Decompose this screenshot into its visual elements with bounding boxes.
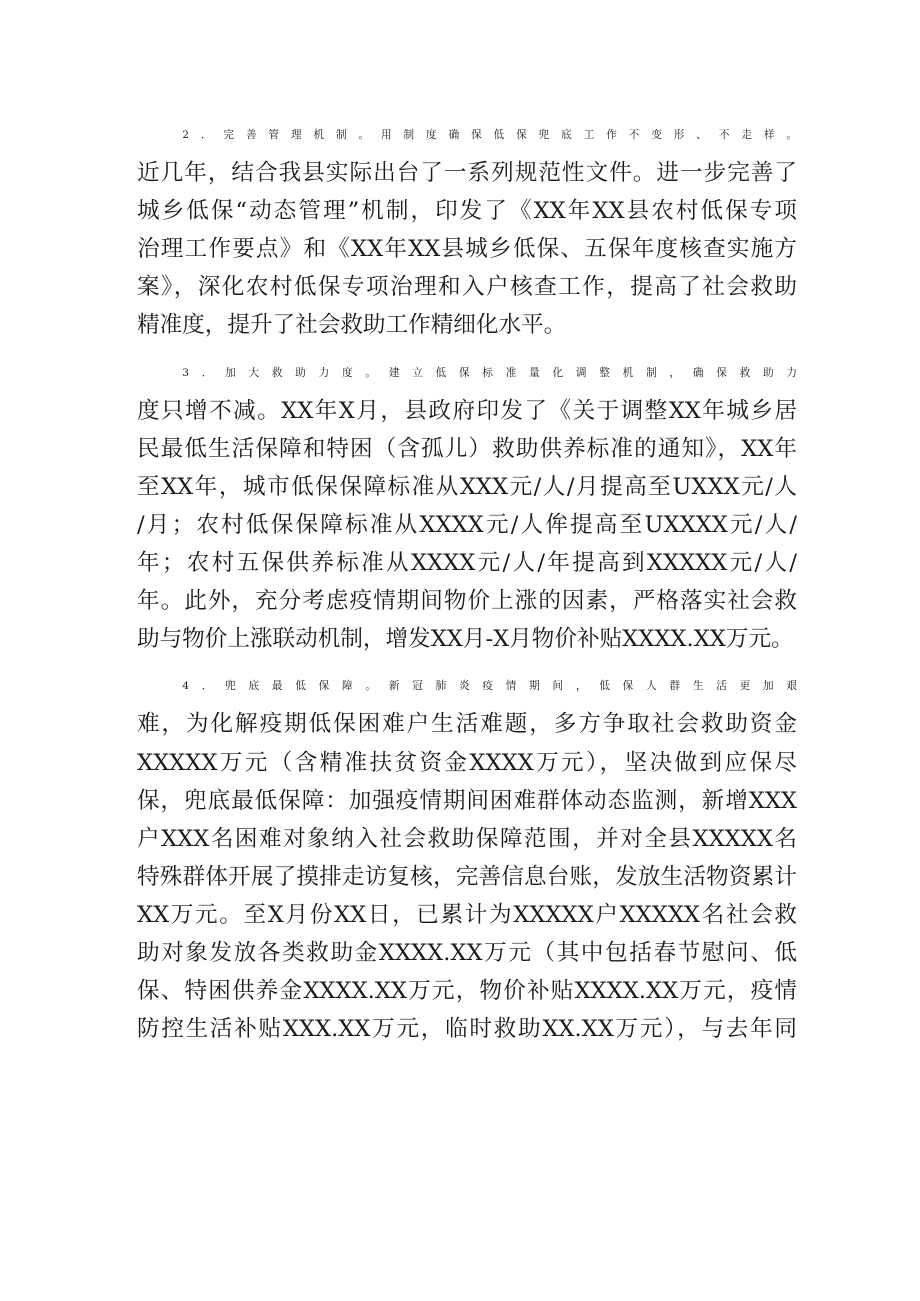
text-line: 4．兜底最低保障。新冠肺炎疫情期间，低保人群生活更加艰: [182, 680, 797, 693]
text-line: 案》，深化农村低保专项治理和入户核查工作，提高了社会救助: [137, 274, 797, 301]
document-page: [137, 116, 797, 1057]
text-line: 近几年，结合我县实际出台了一系列规范性文件。进一步完善了: [137, 160, 797, 187]
text-line: 年。此外，充分考虑疫情期间物价上涨的因素，严格落实社会救: [137, 588, 797, 615]
text-line: XXXXX万元（含精准扶贫资金XXXX万元），坚决做到应保尽: [137, 749, 797, 776]
text-line: 年；农村五保供养标准从XXXX元/人/年提高到XXXXX元/人/: [137, 550, 797, 577]
text-line: 难，为化解疫期低保困难户生活难题，多方争取社会救助资金: [137, 711, 797, 738]
text-line: 保，兜底最低保障：加强疫情期间困难群体动态监测，新增XXX: [137, 787, 797, 814]
text-line: XX万元。至X月份XX日，已累计为XXXXX户XXXXX名社会救: [137, 901, 797, 928]
text-line: 城乡低保“动态管理”机制，印发了《XX年XX县农村低保专项: [137, 198, 797, 225]
text-line: 3．加大救助力度。建立低保标准量化调整机制，确保救助力: [182, 366, 797, 379]
paragraph-management-mechanism: [137, 116, 797, 345]
text-line: 至XX年，城市低保保障标准从XXX元/人/月提高至UXXX元/人: [137, 473, 797, 500]
paragraph-minimum-guarantee: [137, 667, 797, 1048]
text-line: 特殊群体开展了摸排走访复核，完善信息台账，发放生活物资累计: [137, 863, 797, 890]
text-line: /月；农村低保保障标准从XXXX元/人侔提高至UXXXX元/人/: [137, 511, 797, 538]
text-line: 民最低生活保障和特困（含孤儿）救助供养标准的通知》，XX年: [137, 435, 797, 462]
text-line: 助对象发放各类救助金XXXX.XX万元（其中包括春节慰问、低: [137, 939, 797, 966]
text-line: 助与物价上涨联动机制，增发XX月-X月物价补贴XXXX.XX万元。: [137, 626, 794, 653]
text-line: 防控生活补贴XXX.XX万元，临时救助XX.XX万元），与去年同: [137, 1016, 797, 1043]
paragraph-assistance-strength: [137, 354, 797, 659]
text-line: 户XXX名困难对象纳入社会救助保障范围，并对全县XXXXX名: [137, 825, 797, 852]
text-line: 度只增不减。XX年X月，县政府印发了《关于调整XX年城乡居: [137, 397, 797, 424]
text-line: 2．完善管理机制。用制度确保低保兜底工作不变形、不走样。: [182, 129, 797, 141]
text-line: 保、特困供养金XXXX.XX万元，物价补贴XXXX.XX万元，疫情: [137, 978, 797, 1005]
text-line: 精准度，提升了社会救助工作精细化水平。: [137, 312, 567, 339]
text-line: 治理工作要点》和《XX年XX县城乡低保、五保年度核查实施方: [137, 236, 797, 263]
